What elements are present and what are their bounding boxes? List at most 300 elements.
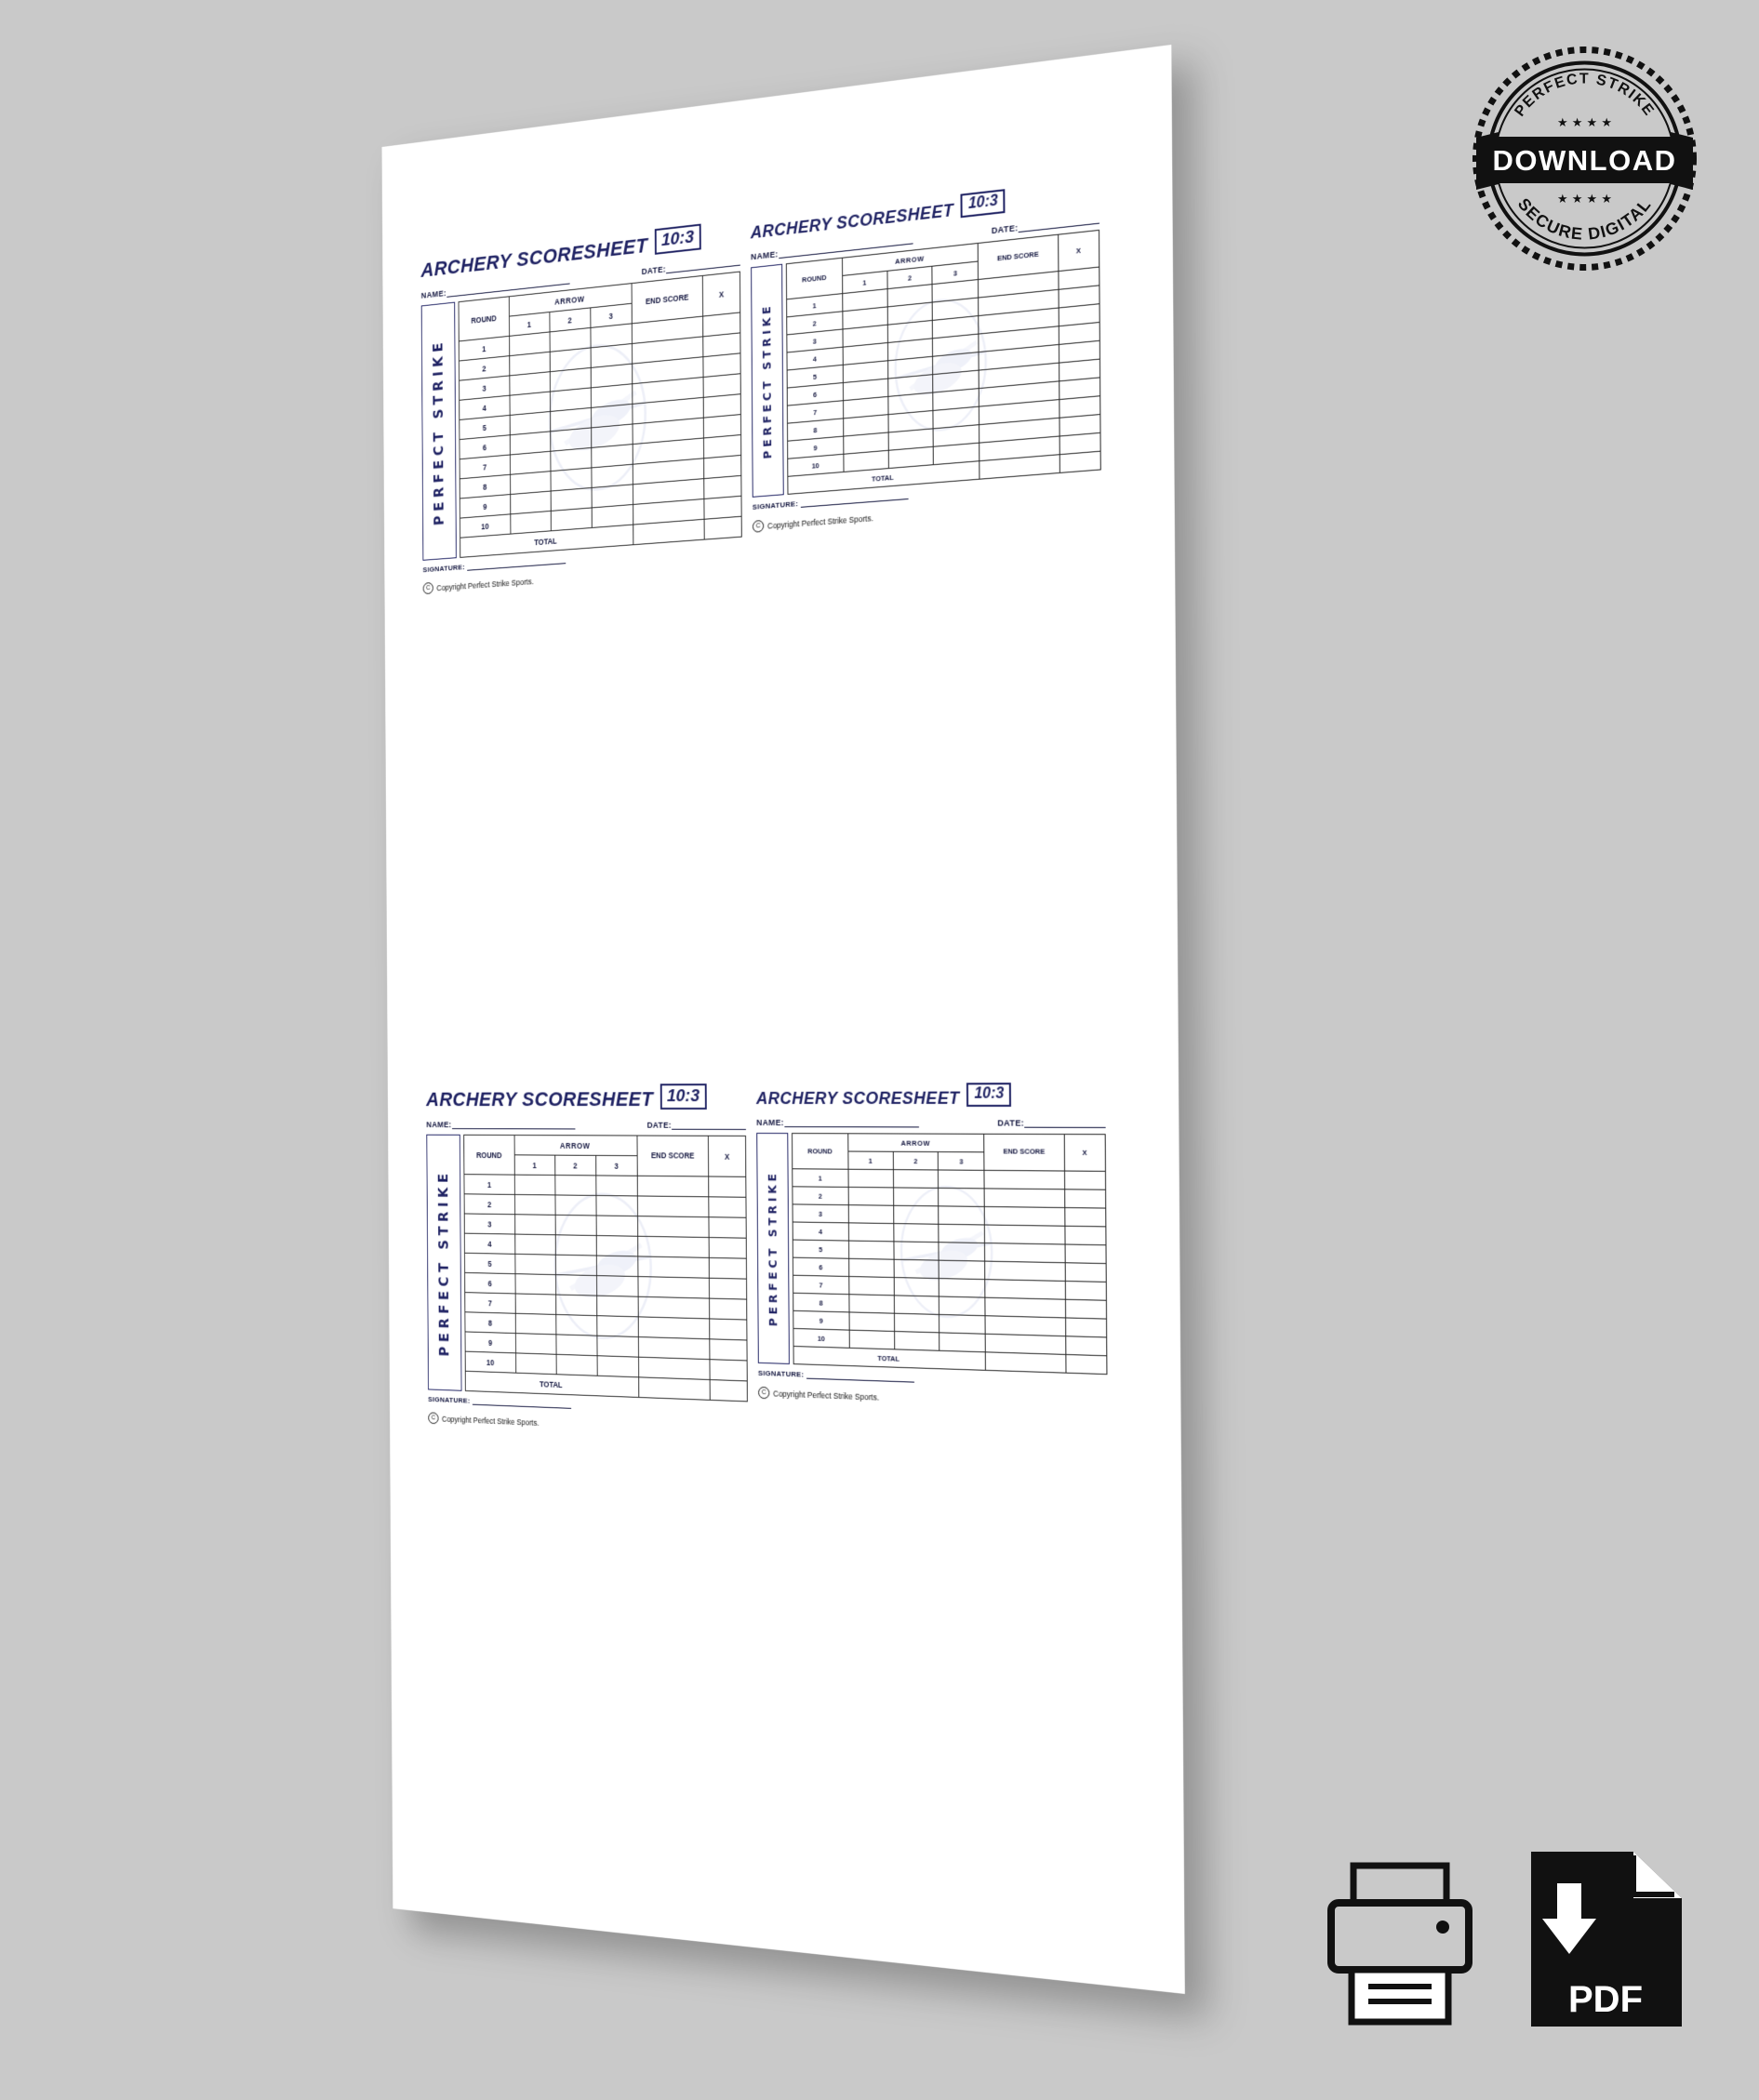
download-badge bbox=[1471, 45, 1699, 272]
score-cell[interactable] bbox=[933, 406, 979, 429]
end-score-cell[interactable] bbox=[979, 344, 1059, 370]
score-cell[interactable] bbox=[888, 410, 934, 432]
ratio-badge: 10:3 bbox=[966, 1083, 1011, 1107]
date-label: DATE: bbox=[641, 264, 667, 277]
score-cell[interactable] bbox=[515, 1353, 556, 1375]
card-body bbox=[756, 1133, 1107, 1375]
score-cell[interactable] bbox=[843, 379, 887, 401]
total-score-cell[interactable] bbox=[986, 1352, 1066, 1373]
score-cell[interactable] bbox=[848, 1241, 893, 1259]
x-cell[interactable] bbox=[710, 1319, 747, 1340]
score-cell[interactable] bbox=[887, 375, 933, 397]
score-cell[interactable] bbox=[887, 320, 933, 342]
score-table[interactable] bbox=[463, 1135, 748, 1402]
copyright bbox=[428, 1412, 748, 1437]
score-cell[interactable] bbox=[515, 1334, 556, 1355]
card-body bbox=[751, 230, 1101, 498]
badge-brand-text: PERFECT STRIKE bbox=[1512, 71, 1658, 120]
table-row[interactable] bbox=[793, 1222, 1106, 1245]
date-field[interactable] bbox=[992, 212, 1099, 235]
score-cell[interactable] bbox=[596, 1236, 638, 1256]
printable-sheet bbox=[382, 45, 1185, 1994]
page-title: ARCHERY SCORESHEET bbox=[420, 233, 648, 282]
round-number: 2 bbox=[459, 356, 509, 381]
end-score-cell[interactable] bbox=[985, 1334, 1065, 1354]
end-score-cell[interactable] bbox=[984, 1170, 1064, 1189]
score-cell[interactable] bbox=[555, 1255, 596, 1275]
round-number: 4 bbox=[787, 347, 843, 370]
score-cell[interactable] bbox=[596, 1276, 638, 1297]
score-cell[interactable] bbox=[848, 1223, 893, 1242]
x-cell[interactable] bbox=[1064, 1208, 1106, 1227]
printable-sheet-perspective bbox=[382, 45, 1185, 1994]
page-title: ARCHERY SCORESHEET bbox=[426, 1087, 654, 1110]
x-cell[interactable] bbox=[710, 1298, 747, 1320]
meta-row bbox=[426, 1118, 746, 1129]
date-label: DATE: bbox=[991, 222, 1019, 236]
end-score-cell[interactable] bbox=[985, 1243, 1065, 1263]
score-cell[interactable] bbox=[939, 1188, 985, 1206]
pdf-download-icon bbox=[1516, 1846, 1693, 2032]
pdf-label: PDF bbox=[1568, 1979, 1643, 2020]
name-input-line[interactable] bbox=[784, 1116, 919, 1127]
score-cell[interactable] bbox=[887, 285, 933, 307]
name-label: NAME: bbox=[751, 249, 779, 262]
end-score-cell[interactable] bbox=[979, 308, 1059, 334]
score-cell[interactable] bbox=[596, 1296, 638, 1317]
arrow-header: ARROW bbox=[847, 1134, 984, 1152]
signature-label: SIGNATURE: bbox=[422, 563, 465, 575]
end-score-cell[interactable] bbox=[638, 1317, 710, 1339]
score-cell[interactable] bbox=[939, 1206, 985, 1225]
score-cell[interactable] bbox=[555, 1215, 596, 1235]
end-score-cell[interactable] bbox=[979, 436, 1059, 461]
score-cell[interactable] bbox=[849, 1276, 894, 1295]
brand-strip bbox=[426, 1135, 461, 1391]
table-row[interactable] bbox=[793, 1310, 1107, 1337]
table-row[interactable] bbox=[793, 1257, 1106, 1282]
score-cell[interactable] bbox=[843, 432, 887, 454]
score-cell[interactable] bbox=[933, 298, 979, 320]
copyright-text: Copyright Perfect Strike Sports. bbox=[773, 1388, 880, 1402]
score-cell[interactable] bbox=[597, 1336, 639, 1357]
signature-input-line[interactable] bbox=[801, 489, 909, 508]
signature-label: SIGNATURE: bbox=[757, 1368, 805, 1379]
date-input-line[interactable] bbox=[1019, 212, 1099, 233]
score-cell[interactable] bbox=[933, 316, 979, 339]
scoresheet-card bbox=[420, 219, 742, 594]
score-cell[interactable] bbox=[843, 396, 887, 419]
total-x-cell[interactable] bbox=[710, 1380, 747, 1402]
score-table[interactable] bbox=[792, 1133, 1107, 1375]
arrow-col-1: 1 bbox=[509, 312, 550, 337]
total-score-cell[interactable] bbox=[633, 519, 704, 544]
score-cell[interactable] bbox=[893, 1224, 939, 1243]
end-score-cell[interactable] bbox=[985, 1280, 1065, 1300]
table-row[interactable] bbox=[793, 1328, 1107, 1355]
score-cell[interactable] bbox=[515, 1274, 556, 1295]
brand-strip bbox=[756, 1133, 790, 1364]
round-number: 2 bbox=[793, 1187, 848, 1205]
brand-strip bbox=[421, 302, 457, 561]
score-cell[interactable] bbox=[888, 429, 934, 450]
round-number: 10 bbox=[793, 1328, 849, 1348]
table-row[interactable] bbox=[793, 1169, 1106, 1190]
round-number: 8 bbox=[793, 1293, 849, 1312]
x-cell[interactable] bbox=[1059, 340, 1099, 363]
score-cell[interactable] bbox=[894, 1278, 939, 1296]
score-cell[interactable] bbox=[939, 1224, 985, 1243]
table-row[interactable] bbox=[793, 1187, 1106, 1208]
end-score-header: END SCORE bbox=[632, 275, 703, 324]
score-cell[interactable] bbox=[888, 446, 934, 468]
total-x-cell[interactable] bbox=[1059, 451, 1100, 472]
table-row[interactable] bbox=[787, 322, 1099, 370]
end-score-cell[interactable] bbox=[985, 1297, 1065, 1318]
x-cell[interactable] bbox=[704, 496, 741, 519]
name-label: NAME: bbox=[756, 1117, 784, 1128]
table-row[interactable] bbox=[787, 396, 1099, 441]
x-cell[interactable] bbox=[1059, 432, 1100, 454]
end-score-cell[interactable] bbox=[637, 1256, 709, 1278]
round-number: 8 bbox=[460, 474, 510, 498]
copyright bbox=[753, 495, 1101, 533]
end-score-cell[interactable] bbox=[979, 381, 1059, 406]
x-cell[interactable] bbox=[704, 475, 741, 498]
total-label: TOTAL bbox=[788, 461, 979, 495]
table-row[interactable] bbox=[793, 1240, 1106, 1264]
copyright-text: Copyright Perfect Strike Sports. bbox=[441, 1414, 540, 1428]
name-input-line[interactable] bbox=[452, 1119, 575, 1130]
score-cell[interactable] bbox=[933, 352, 979, 375]
copyright-icon: C bbox=[423, 582, 433, 594]
archer-watermark-icon bbox=[828, 1175, 1068, 1330]
table-row[interactable] bbox=[787, 359, 1099, 405]
total-row[interactable] bbox=[793, 1347, 1107, 1375]
round-number: 4 bbox=[460, 395, 510, 419]
round-number: 3 bbox=[460, 376, 510, 400]
arrow-col-2: 2 bbox=[554, 1155, 595, 1176]
name-input-line[interactable] bbox=[779, 233, 913, 259]
signature-input-line[interactable] bbox=[467, 553, 566, 570]
score-cell[interactable] bbox=[844, 450, 888, 472]
card-body bbox=[426, 1135, 748, 1405]
score-cell[interactable] bbox=[555, 1195, 596, 1216]
x-cell[interactable] bbox=[1064, 1226, 1106, 1244]
brand-strip-label: PERFECT STRIKE bbox=[435, 1168, 452, 1357]
score-cell[interactable] bbox=[596, 1216, 638, 1236]
end-score-cell[interactable] bbox=[637, 1176, 709, 1197]
score-cell[interactable] bbox=[595, 1176, 637, 1196]
score-cell[interactable] bbox=[893, 1188, 939, 1206]
copyright-icon: C bbox=[428, 1412, 438, 1424]
x-cell[interactable] bbox=[1059, 415, 1100, 436]
table-row[interactable] bbox=[793, 1293, 1107, 1319]
end-score-cell[interactable] bbox=[979, 418, 1059, 443]
round-number: 1 bbox=[459, 336, 509, 361]
archer-watermark-icon bbox=[822, 277, 1061, 450]
x-cell[interactable] bbox=[1059, 378, 1099, 400]
end-score-cell[interactable] bbox=[979, 272, 1059, 298]
table-row[interactable] bbox=[787, 286, 1099, 335]
total-score-cell[interactable] bbox=[979, 455, 1059, 479]
total-label: TOTAL bbox=[465, 1371, 638, 1397]
total-row[interactable] bbox=[788, 451, 1100, 494]
signature-field[interactable] bbox=[758, 1367, 1108, 1389]
score-cell[interactable] bbox=[849, 1295, 894, 1313]
printer-icon bbox=[1326, 1860, 1474, 2027]
score-cell[interactable] bbox=[939, 1260, 986, 1279]
signature-input-line[interactable] bbox=[806, 1369, 914, 1383]
end-score-header: END SCORE bbox=[979, 234, 1059, 279]
scoresheet-card bbox=[756, 1083, 1108, 1412]
round-number: 9 bbox=[788, 436, 844, 459]
table-row[interactable] bbox=[787, 378, 1099, 423]
score-table[interactable] bbox=[459, 272, 742, 558]
score-cell[interactable] bbox=[887, 302, 933, 325]
x-cell[interactable] bbox=[1065, 1299, 1107, 1319]
total-score-cell[interactable] bbox=[638, 1377, 710, 1401]
score-cell[interactable] bbox=[843, 415, 887, 436]
x-cell[interactable] bbox=[710, 1257, 747, 1279]
table-row[interactable] bbox=[788, 415, 1100, 459]
table-header-arrow-row bbox=[464, 1135, 746, 1156]
ratio-badge: 10:3 bbox=[660, 1083, 706, 1110]
table-row[interactable] bbox=[787, 340, 1099, 388]
x-cell[interactable] bbox=[1064, 1190, 1106, 1208]
copyright-text: Copyright Perfect Strike Sports. bbox=[766, 512, 873, 531]
copyright-text: Copyright Perfect Strike Sports. bbox=[436, 576, 534, 592]
date-input-line[interactable] bbox=[666, 255, 740, 274]
x-header: X bbox=[703, 272, 740, 316]
end-score-cell[interactable] bbox=[984, 1189, 1064, 1208]
score-cell[interactable] bbox=[887, 392, 933, 415]
date-input-line[interactable] bbox=[1024, 1116, 1106, 1128]
score-cell[interactable] bbox=[894, 1331, 939, 1350]
brand-strip bbox=[751, 264, 784, 498]
round-number: 4 bbox=[464, 1233, 514, 1254]
date-label: DATE: bbox=[997, 1118, 1025, 1128]
score-cell[interactable] bbox=[894, 1259, 939, 1278]
round-header: ROUND bbox=[793, 1134, 848, 1170]
x-cell[interactable] bbox=[1059, 359, 1099, 381]
name-label: NAME: bbox=[420, 288, 446, 300]
badge-stars-bottom: ★ ★ ★ ★ bbox=[1556, 193, 1613, 206]
score-cell[interactable] bbox=[939, 1314, 986, 1334]
score-cell[interactable] bbox=[939, 1243, 985, 1261]
score-cell[interactable] bbox=[849, 1330, 894, 1349]
end-score-cell[interactable] bbox=[979, 363, 1059, 388]
end-score-cell[interactable] bbox=[638, 1337, 710, 1360]
end-score-cell[interactable] bbox=[979, 400, 1059, 425]
score-cell[interactable] bbox=[893, 1170, 939, 1189]
score-cell[interactable] bbox=[515, 1313, 556, 1335]
score-cell[interactable] bbox=[933, 334, 979, 356]
round-number: 2 bbox=[787, 312, 843, 335]
score-cell[interactable] bbox=[932, 280, 978, 303]
date-field[interactable] bbox=[997, 1116, 1105, 1128]
signature-label: SIGNATURE: bbox=[428, 1395, 471, 1405]
ratio-badge: 10:3 bbox=[655, 224, 701, 255]
score-cell[interactable] bbox=[555, 1314, 596, 1336]
score-cell[interactable] bbox=[848, 1169, 893, 1188]
end-score-cell[interactable] bbox=[638, 1357, 710, 1379]
date-label: DATE: bbox=[646, 1120, 673, 1130]
score-cell[interactable] bbox=[596, 1316, 638, 1337]
score-cell[interactable] bbox=[555, 1235, 596, 1256]
arrow-col-2: 2 bbox=[887, 266, 933, 288]
x-cell[interactable] bbox=[1059, 396, 1099, 419]
round-number: 9 bbox=[793, 1310, 849, 1330]
total-label: TOTAL bbox=[460, 525, 633, 557]
score-cell[interactable] bbox=[849, 1312, 894, 1332]
score-cell[interactable] bbox=[556, 1335, 597, 1356]
round-number: 1 bbox=[787, 294, 843, 317]
date-input-line[interactable] bbox=[672, 1119, 746, 1130]
score-cell[interactable] bbox=[933, 389, 979, 411]
round-number: 7 bbox=[460, 455, 510, 479]
score-cell[interactable] bbox=[555, 1295, 596, 1316]
score-cell[interactable] bbox=[514, 1215, 555, 1235]
signature-input-line[interactable] bbox=[473, 1395, 571, 1409]
score-cell[interactable] bbox=[596, 1195, 638, 1216]
page-title: ARCHERY SCORESHEET bbox=[750, 200, 954, 243]
end-score-cell[interactable] bbox=[637, 1196, 709, 1217]
score-cell[interactable] bbox=[597, 1356, 639, 1377]
end-score-cell[interactable] bbox=[637, 1236, 709, 1257]
score-cell[interactable] bbox=[894, 1296, 939, 1315]
table-row[interactable] bbox=[787, 304, 1099, 352]
end-score-cell[interactable] bbox=[979, 289, 1059, 315]
score-cell[interactable] bbox=[939, 1296, 986, 1316]
score-table-zone bbox=[786, 230, 1101, 495]
card-title-row bbox=[426, 1083, 746, 1110]
score-cell[interactable] bbox=[933, 425, 979, 447]
score-cell[interactable] bbox=[887, 356, 933, 379]
score-cell[interactable] bbox=[555, 1275, 596, 1296]
score-cell[interactable] bbox=[515, 1294, 556, 1314]
score-table[interactable] bbox=[786, 230, 1101, 495]
score-cell[interactable] bbox=[843, 325, 887, 347]
x-cell[interactable] bbox=[1065, 1263, 1107, 1283]
round-number: 6 bbox=[787, 383, 843, 406]
score-cell[interactable] bbox=[843, 307, 887, 329]
table-row[interactable] bbox=[788, 432, 1100, 476]
score-cell[interactable] bbox=[514, 1175, 555, 1195]
score-cell[interactable] bbox=[933, 370, 979, 392]
x-cell[interactable] bbox=[710, 1278, 747, 1299]
card-title-row bbox=[756, 1083, 1106, 1107]
score-cell[interactable] bbox=[843, 343, 887, 366]
round-number: 10 bbox=[460, 514, 510, 538]
total-x-cell[interactable] bbox=[704, 516, 741, 539]
round-header: ROUND bbox=[786, 258, 842, 299]
round-number: 4 bbox=[793, 1222, 848, 1241]
end-score-cell[interactable] bbox=[638, 1296, 710, 1319]
table-row[interactable] bbox=[793, 1204, 1106, 1227]
end-score-cell[interactable] bbox=[985, 1225, 1065, 1244]
signature-field[interactable] bbox=[753, 474, 1101, 512]
end-score-cell[interactable] bbox=[985, 1206, 1065, 1226]
x-cell[interactable] bbox=[710, 1360, 747, 1381]
score-cell[interactable] bbox=[939, 1170, 985, 1189]
score-cell[interactable] bbox=[514, 1234, 555, 1255]
score-table-zone bbox=[463, 1135, 748, 1402]
x-cell[interactable] bbox=[1059, 286, 1099, 308]
date-field[interactable] bbox=[647, 1119, 746, 1130]
badge-main-text: DOWNLOAD bbox=[1492, 144, 1677, 177]
end-score-cell[interactable] bbox=[985, 1316, 1065, 1336]
round-number: 7 bbox=[465, 1293, 515, 1314]
x-cell[interactable] bbox=[1065, 1281, 1107, 1300]
round-number: 5 bbox=[460, 415, 510, 439]
x-cell[interactable] bbox=[710, 1339, 747, 1361]
name-field[interactable] bbox=[426, 1118, 575, 1129]
name-field[interactable] bbox=[756, 1116, 918, 1127]
score-cell[interactable] bbox=[848, 1205, 893, 1224]
score-cell[interactable] bbox=[843, 361, 887, 383]
round-number: 2 bbox=[464, 1194, 514, 1215]
score-cell[interactable] bbox=[596, 1256, 638, 1277]
score-cell[interactable] bbox=[934, 443, 979, 465]
score-cell[interactable] bbox=[939, 1279, 986, 1298]
x-cell[interactable] bbox=[1065, 1336, 1107, 1356]
x-cell[interactable] bbox=[1065, 1318, 1107, 1337]
score-cell[interactable] bbox=[894, 1313, 939, 1333]
brand-strip-label: PERFECT STRIKE bbox=[766, 1170, 780, 1327]
end-score-cell[interactable] bbox=[637, 1216, 709, 1238]
arrow-col-3: 3 bbox=[932, 261, 978, 285]
score-cell[interactable] bbox=[842, 289, 886, 312]
x-header: X bbox=[709, 1136, 746, 1176]
x-header: X bbox=[1058, 230, 1099, 271]
end-score-cell[interactable] bbox=[985, 1261, 1065, 1281]
score-cell[interactable] bbox=[554, 1176, 595, 1196]
x-cell[interactable] bbox=[709, 1176, 746, 1197]
score-cell[interactable] bbox=[515, 1254, 556, 1274]
score-cell[interactable] bbox=[939, 1333, 986, 1352]
score-cell[interactable] bbox=[894, 1242, 939, 1260]
x-cell[interactable] bbox=[1059, 304, 1099, 326]
x-cell[interactable] bbox=[1064, 1171, 1106, 1190]
x-cell[interactable] bbox=[1065, 1244, 1107, 1264]
end-score-cell[interactable] bbox=[638, 1277, 710, 1299]
score-cell[interactable] bbox=[887, 339, 933, 361]
score-cell[interactable] bbox=[848, 1258, 893, 1277]
round-number: 8 bbox=[787, 419, 843, 441]
arrow-col-3: 3 bbox=[595, 1155, 637, 1176]
end-score-header: END SCORE bbox=[637, 1136, 709, 1176]
score-cell[interactable] bbox=[514, 1194, 555, 1215]
x-cell[interactable] bbox=[709, 1197, 746, 1217]
score-cell[interactable] bbox=[556, 1354, 597, 1376]
arrow-header: ARROW bbox=[509, 284, 632, 316]
score-cell[interactable] bbox=[893, 1205, 939, 1224]
x-cell[interactable] bbox=[1058, 267, 1099, 289]
score-cell[interactable] bbox=[848, 1187, 893, 1205]
x-cell[interactable] bbox=[1059, 322, 1099, 344]
table-row[interactable] bbox=[787, 267, 1099, 317]
scoresheet-card bbox=[426, 1083, 748, 1437]
table-row[interactable] bbox=[793, 1275, 1107, 1300]
total-x-cell[interactable] bbox=[1065, 1354, 1107, 1374]
x-cell[interactable] bbox=[709, 1238, 746, 1259]
meta-row bbox=[756, 1116, 1106, 1128]
x-cell[interactable] bbox=[709, 1217, 746, 1239]
badge-arc-bottom-text: SECURE DIGITAL bbox=[1513, 194, 1656, 244]
name-field[interactable] bbox=[751, 233, 913, 261]
end-score-cell[interactable] bbox=[979, 326, 1059, 352]
